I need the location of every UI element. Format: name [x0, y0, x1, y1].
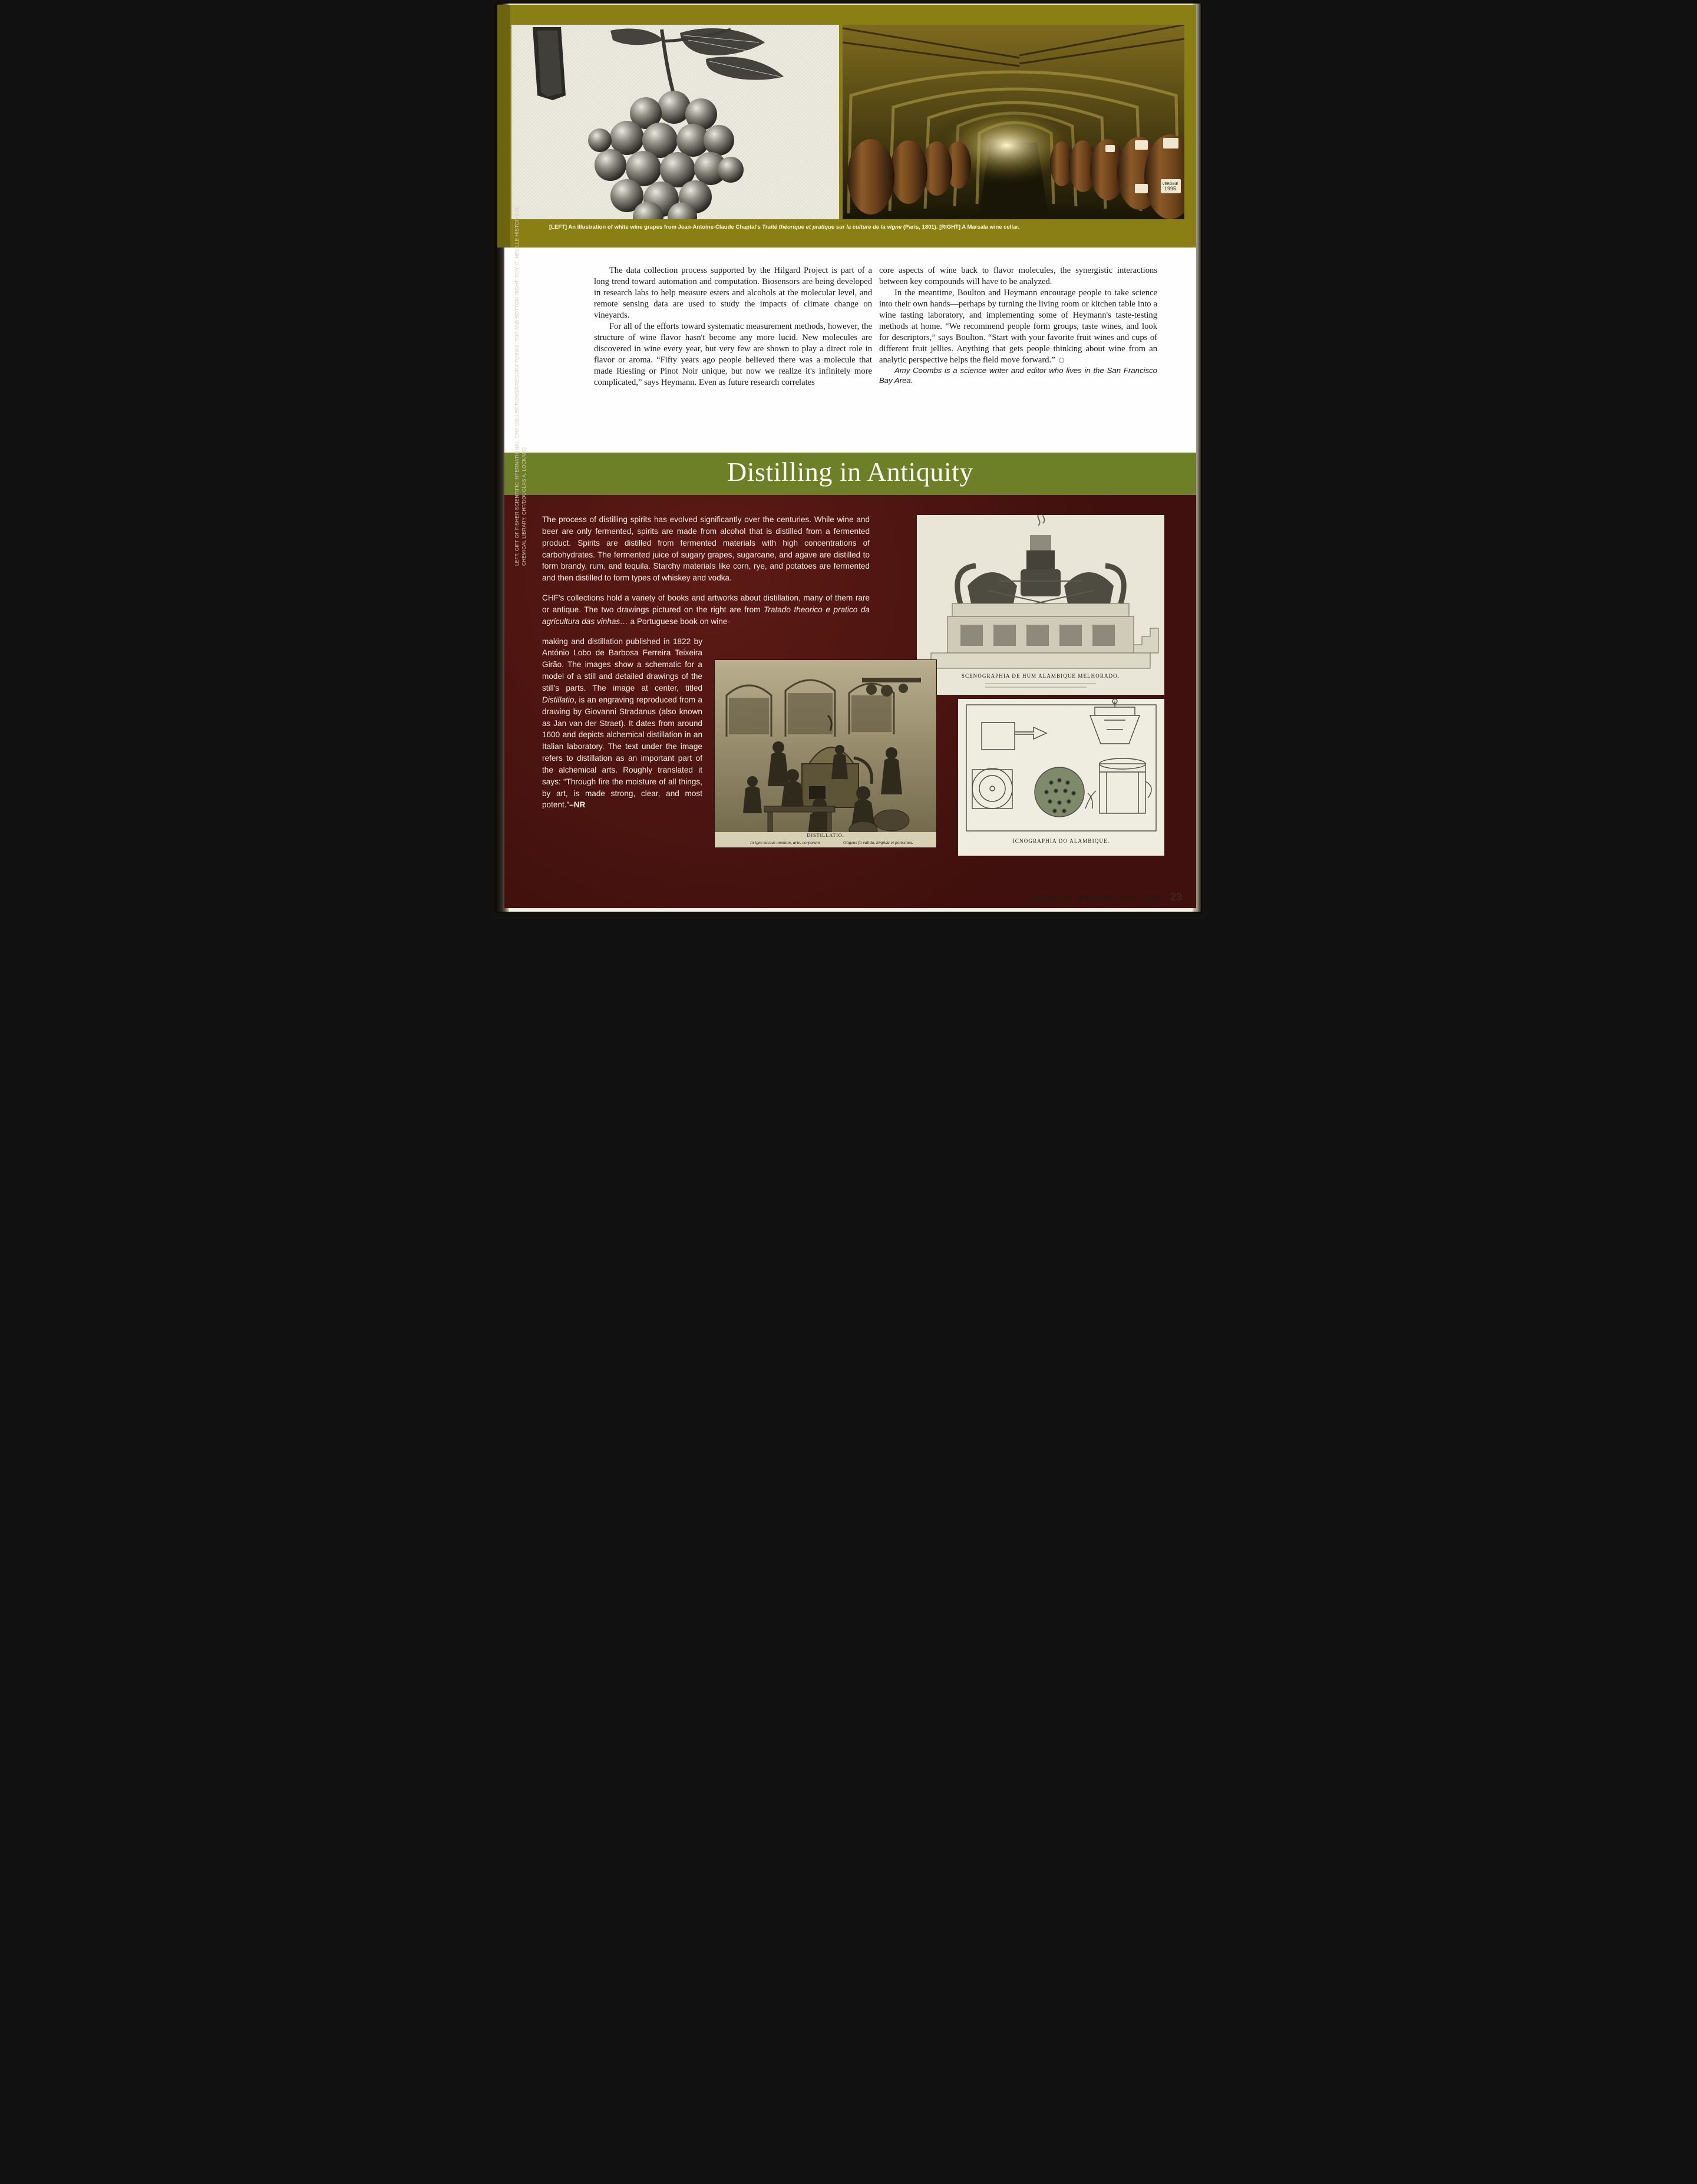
footer-page-number: 23: [1170, 891, 1182, 903]
wine-cellar-art: [843, 25, 1184, 219]
sidebar-p3-part-a: making and distillation published in 1822 by António Lobo de Barbosa Ferreira Teixeira Girão. The images show a schematic for a model of a still and detailed drawings of the still's parts. The image at center, titled: [542, 636, 702, 692]
photo-band: [497, 5, 1196, 248]
caption-right-text: A Marsala wine cellar.: [960, 224, 1020, 230]
caption-left-tag: [LEFT]: [549, 224, 567, 230]
alembic-icnographia-art: [958, 699, 1164, 856]
sidebar-title-bar: [504, 453, 1196, 495]
paragraph: [879, 288, 1157, 366]
sidebar-paragraph-1: The process of distilling spirits has evolved significantly over the centuries. While wine and beer are only fermented, spirits are made from alcohol that is distilled from a fermented product. Spirits are distilled from fermented materials with high concentrations of carbohydrates. The fermented juice of sugary grapes, sugarcane, and agave are distilled to form brandy, rum, and tequila. Starchy materials like corn, rye, and potatoes are fermented and then distilled to form types of whiskey and vodka.: [542, 515, 870, 583]
magazine-page: [491, 0, 1206, 919]
wine-cellar-photo: [843, 25, 1184, 219]
photo-credit-rotated: LEFT: GIFT OF FISHER SCIENTIFIC INTERNATIONAL, CHF COLLECTIONS/GREGORY TOBIAS; TOP AND BOTTOM RIGHT: ROY G. NEVILLE HISTORICAL CHEMICAL LIBRARY, CHF/DOUGLAS A. LOCKARD: [514, 206, 527, 566]
paragraph: For all of the efforts toward systematic measurement methods, however, the structure of wine flavor hasn't become any more lucid. New molecules are discovered in wine every year, but very few are shown to play a direct role in flavor or aroma. “Fifty years ago people believed there was a molecule that made Riesling or Pinot Noir unique, but now we realize it's infinitely more complicated,” says Heymann. Even as future research correlates: [594, 321, 872, 387]
footer-issue: Winter 2008/9: [1116, 894, 1163, 902]
grapes-engraving-art: [511, 25, 839, 219]
paragraph: The data collection process supported by the Hilgard Project is part of a long trend toward automation and computation. Biosensors are being developed in research labs to help measure esters and alcohols at the molecular level, and remote sensing data are used to study the impacts of climate change on vineyards.: [594, 266, 872, 320]
sidebar-p2-part-a: CHF's collections hold a variety of books and artworks about distillation, many of them rare or antique. The two drawings pictured on the right are from: [542, 593, 870, 614]
paragraph-text: In the meantime, Boulton and Heymann encourage people to take science into their own hands—perhaps by turning the living room or kitchen table into a wine tasting laboratory, and implementing some of Heymann's taste-testing methods at home. “We recommend people form groups, taste wines, and look for descriptors,” says Boulton. “Start with your favorite fruit wines and cups of different fruit jellies. Anything that gets people thinking about wine from an analytic perspective helps the field move forward.”: [879, 288, 1157, 365]
svg-text:Oligens fit valida, limpida et: Oligens fit valida, limpida et potissima.: [843, 840, 913, 845]
svg-text:DISTILLATIO.: DISTILLATIO.: [807, 832, 844, 838]
caption-left-italic: Traité théorique et pratique sur la culture de la vigne: [762, 224, 902, 230]
sidebar-title: Distilling in Antiquity: [727, 457, 973, 487]
sidebar-p2-part-b: a Portuguese book on wine-: [628, 616, 730, 626]
svg-text:1995: 1995: [1164, 186, 1177, 192]
figure-distillatio-engraving: [714, 659, 937, 848]
svg-text:ICNOGRAPHIA DO ALAMBIQUE.: ICNOGRAPHIA DO ALAMBIQUE.: [1012, 838, 1110, 844]
author-byline: Amy Coombs is a science writer and editor who lives in the San Francisco Bay Area.: [879, 365, 1157, 385]
svg-text:VERGINE: VERGINE: [1162, 183, 1178, 186]
figure-alembic-scenography: [917, 515, 1164, 695]
show-through-ghost-text: [580, 437, 1110, 449]
svg-text:In igne succus omnium, arte, c: In igne succus omnium, arte, corporum: [750, 840, 820, 845]
page-footer: [1032, 891, 1182, 903]
caption-left-tail: (Paris, 1801).: [902, 224, 940, 230]
figure-alembic-icnographia: [958, 699, 1164, 856]
article-column-left: [594, 265, 872, 388]
grapes-engraving-image: [511, 25, 839, 219]
svg-text:SCENOGRAPHIA DE HUM ALAMBIQUE: SCENOGRAPHIA DE HUM ALAMBIQUE MELHORADO.: [961, 673, 1120, 679]
article-text-band: [504, 248, 1196, 453]
distillatio-art: [715, 660, 936, 847]
end-of-article-mark: [1059, 358, 1064, 363]
caption-left-text: An illustration of white wine grapes from Jean-Antoine-Claude Chaptal's: [567, 224, 762, 230]
sidebar-p3-italic-title: Distillatio: [542, 695, 575, 704]
alembic-scenography-art: [917, 515, 1164, 695]
sidebar-p3-part-b: , is an engraving reproduced from a drawing by Giovanni Stradanus (also known as Jan van der Straet). It dates from around 1600 and depicts alchemical distillation in an Italian laboratory. The text under the image refers to distillation as an important part of the alchemical arts. Roughly translated it says: “Through fire the moisture of all things, by art, is made strong, clear, and most potent.”: [542, 695, 702, 810]
sidebar-author-initials: –NR: [569, 800, 586, 810]
sidebar-paragraph-3: [542, 636, 702, 811]
sidebar-paragraph-2: [542, 592, 870, 628]
sidebar-p2-italic-title: Tratado theorico e pratico da agricultura das vinhas…: [542, 605, 870, 626]
paragraph: core aspects of wine back to flavor molecules, the synergistic interactions between key compounds will have to be analyzed.: [879, 266, 1157, 286]
footer-magazine-name: CHEMICAL HERITAGE: [1032, 894, 1115, 902]
article-column-right: [879, 265, 1157, 386]
photo-caption: [549, 224, 1174, 232]
caption-right-tag: [RIGHT]: [939, 224, 961, 230]
photo-band-left-strip: [497, 5, 510, 248]
